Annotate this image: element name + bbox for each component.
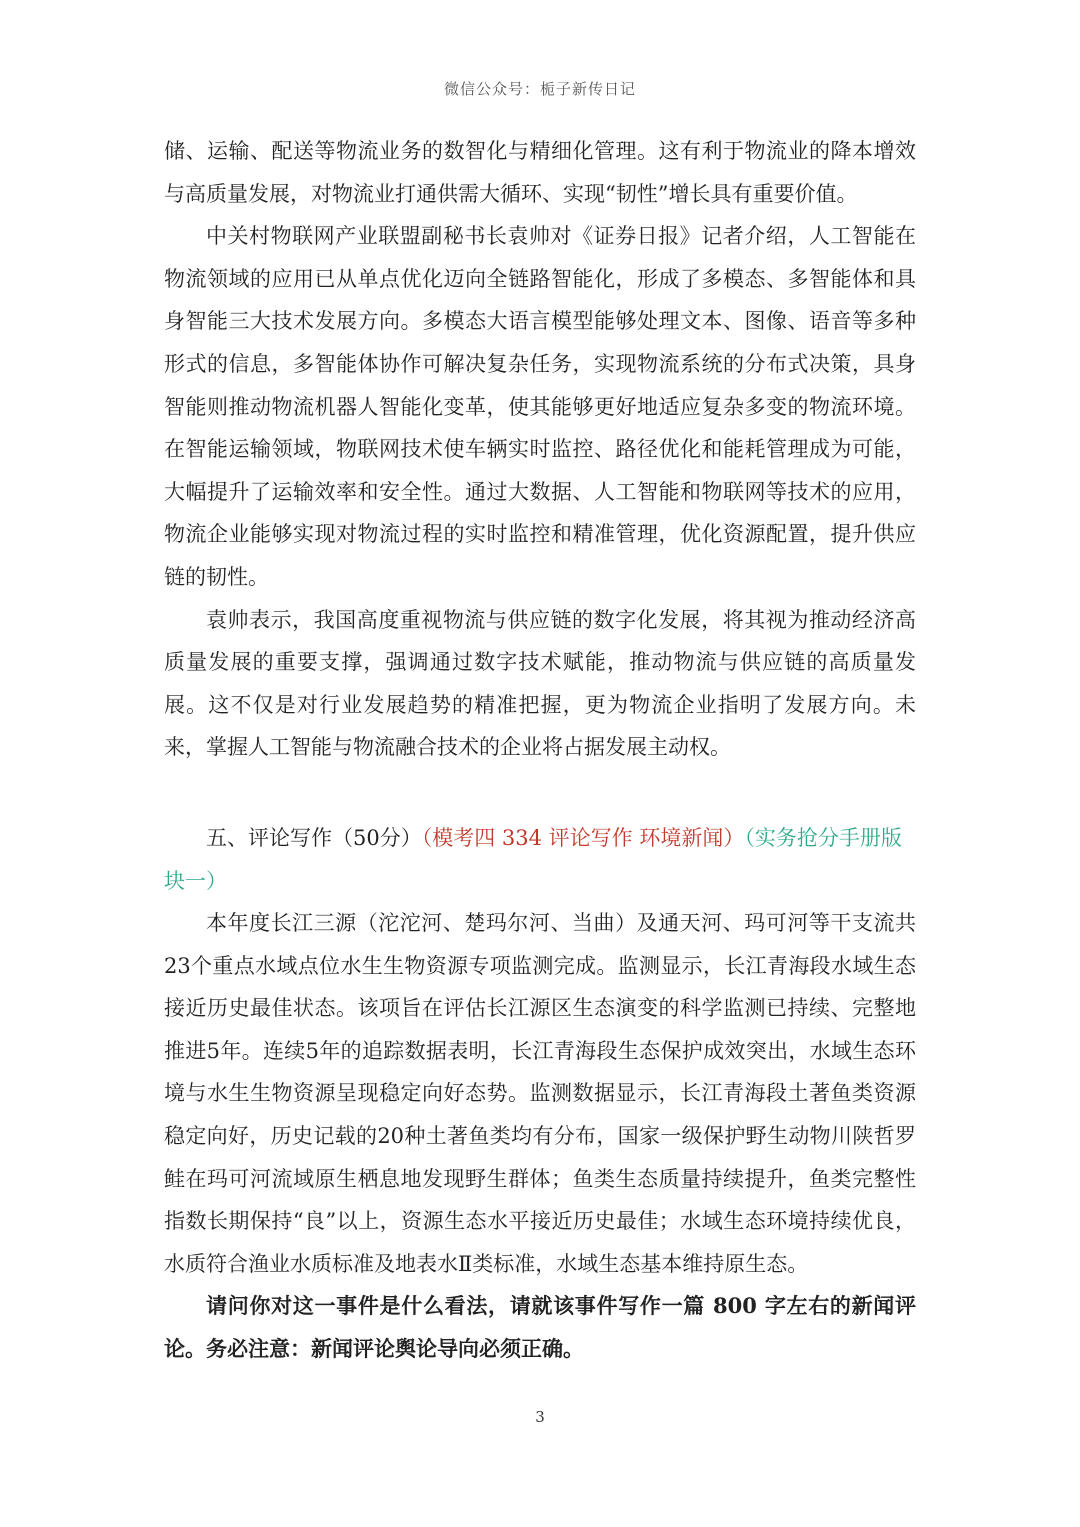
section-title-main: 五、评论写作（50分） bbox=[206, 825, 422, 850]
paragraph-supply-chain: 袁帅表示，我国高度重视物流与供应链的数字化发展，将其视为推动经济高质量发展的重要支撑，强调通过数字技术赋能，推动物流与供应链的高质量发展。这不仅是对行业发展趋势的精准把握，更为物流企业指明了发展方向。未来，掌握人工智能与物流融合技术的企业将占据发展主动权。 bbox=[164, 607, 916, 760]
section-title-mock-exam: （模考四 334 评论写作 环境新闻） bbox=[421, 825, 745, 850]
paragraph-ai-logistics: 中关村物联网产业联盟副秘书长袁帅对《证券日报》记者介绍，人工智能在物流领域的应用已从单点优化迈向全链路智能化，形成了多模态、多智能体和具身智能三大技术发展方向。多模态大语言模型能够处理文本、图像、语音等多种形式的信息，多智能体协作可解决复杂任务，实现物流系统的分布式决策，具身智能则推动物流机器人智能化变革，使其能够更好地适应复杂多变的物流环境。在智能运输领域，物联网技术使车辆实时监控、路径优化和能耗管理成为可能，大幅提升了运输效率和安全性。通过大数据、人工智能和物联网等技术的应用，物流企业能够实现对物流过程的实时监控和精准管理，优化资源配置，提升供应链的韧性。 bbox=[164, 224, 916, 589]
section-spacer bbox=[164, 769, 916, 817]
section-title-handbook: （实务抢分手册版块一） bbox=[164, 825, 902, 893]
paragraph-yangtze-monitoring: 本年度长江三源（沱沱河、楚玛尔河、当曲）及通天河、玛可河等干支流共23个重点水域点位水生生物资源专项监测完成。监测显示，长江青海段水域生态接近历史最佳状态。该项旨在评估长江源区生态演变的科学监测已持续、完整地推进5年。连续5年的追踪数据表明，长江青海段生态保护成效突出，水域生态环境与水生生物资源呈现稳定向好态势。监测数据显示，长江青海段土著鱼类资源稳定向好，历史记载的20种土著鱼类均有分布，国家一级保护野生动物川陕哲罗鲑在玛可河流域原生栖息地发现野生群体；鱼类生态质量持续提升，鱼类完整性指数长期保持“良”以上，资源生态水平接近历史最佳；水域生态环境持续优良，水质符合渔业水质标准及地表水Ⅱ类标准，水域生态基本维持原生态。 bbox=[164, 911, 916, 1276]
paragraph-logistics-value: 储、运输、配送等物流业务的数智化与精细化管理。这有利于物流业的降本增效与高质量发展，对物流业打通供需大循环、实现“韧性”增长具有重要价值。 bbox=[164, 139, 916, 206]
writing-question: 请问你对这一事件是什么看法，请就该事件写作一篇 800 字左右的新闻评论。务必注意：新闻评论舆论导向必须正确。 bbox=[164, 1293, 916, 1362]
page-header: 微信公众号：栀子新传日记 bbox=[443, 80, 636, 98]
page-number: 3 bbox=[535, 1408, 545, 1426]
section-heading bbox=[164, 817, 916, 902]
document-body bbox=[164, 130, 916, 1371]
